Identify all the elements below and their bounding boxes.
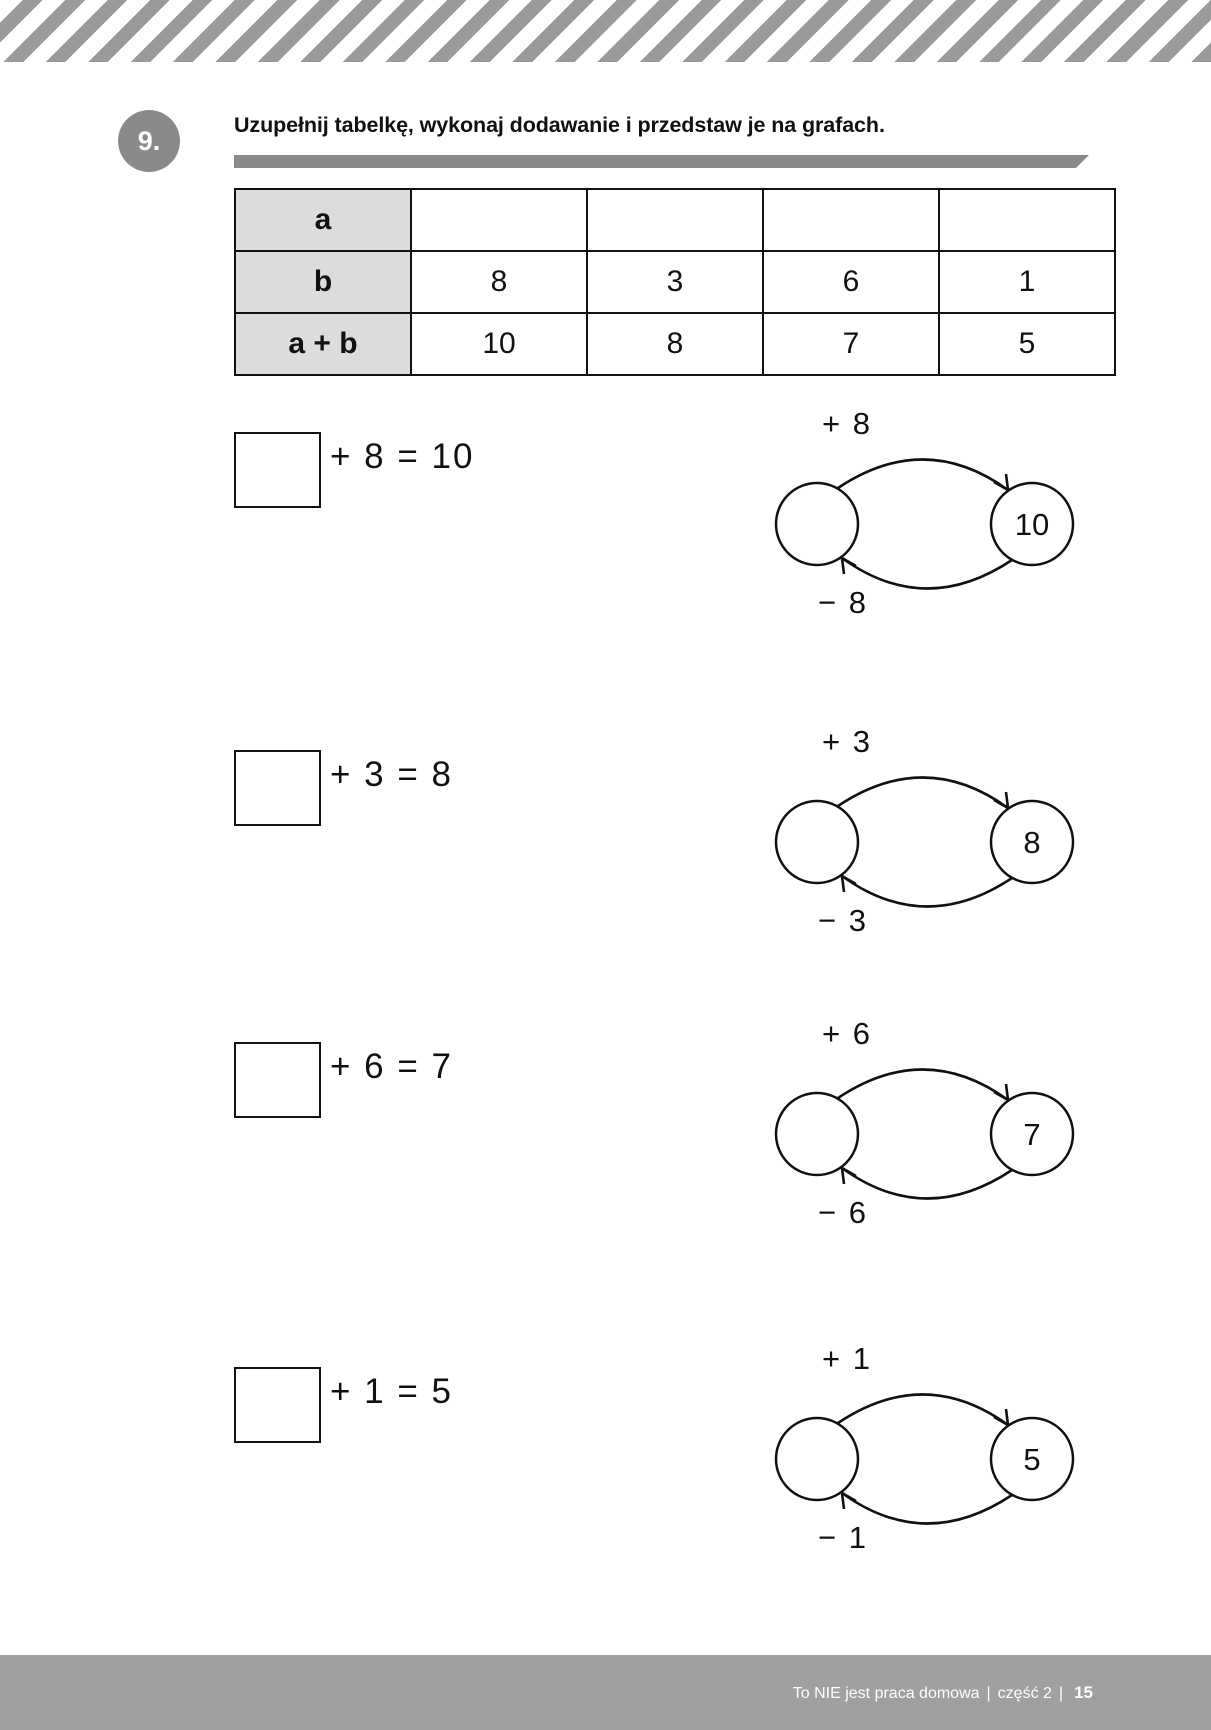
table-cell-sum-3: 7 — [763, 313, 939, 375]
graph-node-start-4[interactable] — [776, 1418, 858, 1500]
arrow-graph-4 — [760, 1341, 1090, 1575]
graph-arc-add-1 — [838, 459, 1008, 490]
table-row — [235, 313, 1115, 375]
graph-top-label-1: + 8 — [822, 406, 872, 441]
table-row — [235, 251, 1115, 313]
instruction-underline — [234, 155, 1089, 168]
footer-page-number: 15 — [1074, 1683, 1093, 1702]
graph-top-label-3: + 6 — [822, 1016, 872, 1051]
table-cell-b-1: 8 — [411, 251, 587, 313]
exercise-instruction: Uzupełnij tabelkę, wykonaj dodawanie i przedstaw je na grafach. — [234, 113, 885, 137]
table-cell-a-4[interactable] — [939, 189, 1115, 251]
graph-bottom-label-3: − 6 — [818, 1195, 868, 1230]
graph-end-value-1: 10 — [1014, 507, 1050, 542]
graph-arrowhead-add-4 — [994, 1409, 1008, 1425]
graph-node-start-2[interactable] — [776, 801, 858, 883]
exercise-item-4 — [0, 1341, 1211, 1585]
answer-box-2[interactable] — [234, 750, 321, 826]
exercise-item-2 — [0, 724, 1211, 968]
graph-top-label-4: + 1 — [822, 1341, 872, 1376]
table-cell-sum-2: 8 — [587, 313, 763, 375]
footer-title: To NIE jest praca domowa — [792, 1685, 980, 1702]
table-row-label-b: b — [235, 251, 411, 313]
equation-text-1: + 8 = 10 — [330, 437, 475, 476]
graph-arrowhead-sub-1 — [842, 558, 856, 574]
answer-box-4[interactable] — [234, 1367, 321, 1443]
graph-arrowhead-add-2 — [994, 792, 1008, 808]
equation-text-4: + 1 = 5 — [330, 1372, 453, 1411]
graph-arc-add-3 — [838, 1069, 1008, 1100]
table-cell-a-3[interactable] — [763, 189, 939, 251]
arrow-graph-1 — [760, 406, 1090, 640]
footer-text — [793, 1683, 1093, 1703]
graph-arrowhead-add-1 — [994, 474, 1008, 490]
answer-box-1[interactable] — [234, 432, 321, 508]
exercise-item-3 — [0, 1016, 1211, 1260]
graph-end-value-3: 7 — [1023, 1117, 1041, 1152]
graph-arc-sub-2 — [842, 876, 1012, 907]
table-cell-a-2[interactable] — [587, 189, 763, 251]
table-cell-b-2: 3 — [587, 251, 763, 313]
footer-separator-1: | — [986, 1685, 991, 1702]
graph-arc-add-2 — [838, 777, 1008, 808]
exercise-item-1 — [0, 406, 1211, 650]
footer-part: część 2 — [997, 1685, 1052, 1702]
graph-arrowhead-sub-4 — [842, 1493, 856, 1509]
table-cell-sum-4: 5 — [939, 313, 1115, 375]
graph-arrowhead-add-3 — [994, 1084, 1008, 1100]
table-cell-b-3: 6 — [763, 251, 939, 313]
arrow-graph-2 — [760, 724, 1090, 958]
answer-box-3[interactable] — [234, 1042, 321, 1118]
graph-arc-add-4 — [838, 1394, 1008, 1425]
graph-node-start-3[interactable] — [776, 1093, 858, 1175]
graph-bottom-label-4: − 1 — [818, 1520, 868, 1555]
graph-bottom-label-2: − 3 — [818, 903, 868, 938]
table-cell-b-4: 1 — [939, 251, 1115, 313]
table-cell-sum-1: 10 — [411, 313, 587, 375]
graph-arc-sub-4 — [842, 1493, 1012, 1524]
graph-bottom-label-1: − 8 — [818, 585, 868, 620]
graph-arrowhead-sub-3 — [842, 1168, 856, 1184]
exercise-number-badge: 9. — [118, 110, 180, 172]
decorative-stripe-band — [0, 0, 1211, 62]
graph-arc-sub-1 — [842, 558, 1012, 589]
arrow-graph-3 — [760, 1016, 1090, 1250]
table-row-label-a-plus-b: a + b — [235, 313, 411, 375]
footer-separator-2: | — [1058, 1685, 1064, 1702]
graph-arrowhead-sub-2 — [842, 876, 856, 892]
graph-arc-sub-3 — [842, 1168, 1012, 1199]
graph-end-value-4: 5 — [1023, 1442, 1041, 1477]
table-cell-a-1[interactable] — [411, 189, 587, 251]
equation-text-2: + 3 = 8 — [330, 755, 453, 794]
graph-node-start-1[interactable] — [776, 483, 858, 565]
table-row — [235, 189, 1115, 251]
graph-end-value-2: 8 — [1023, 825, 1041, 860]
table-row-label-a: a — [235, 189, 411, 251]
values-table — [234, 188, 1116, 376]
graph-top-label-2: + 3 — [822, 724, 872, 759]
equation-text-3: + 6 = 7 — [330, 1047, 453, 1086]
